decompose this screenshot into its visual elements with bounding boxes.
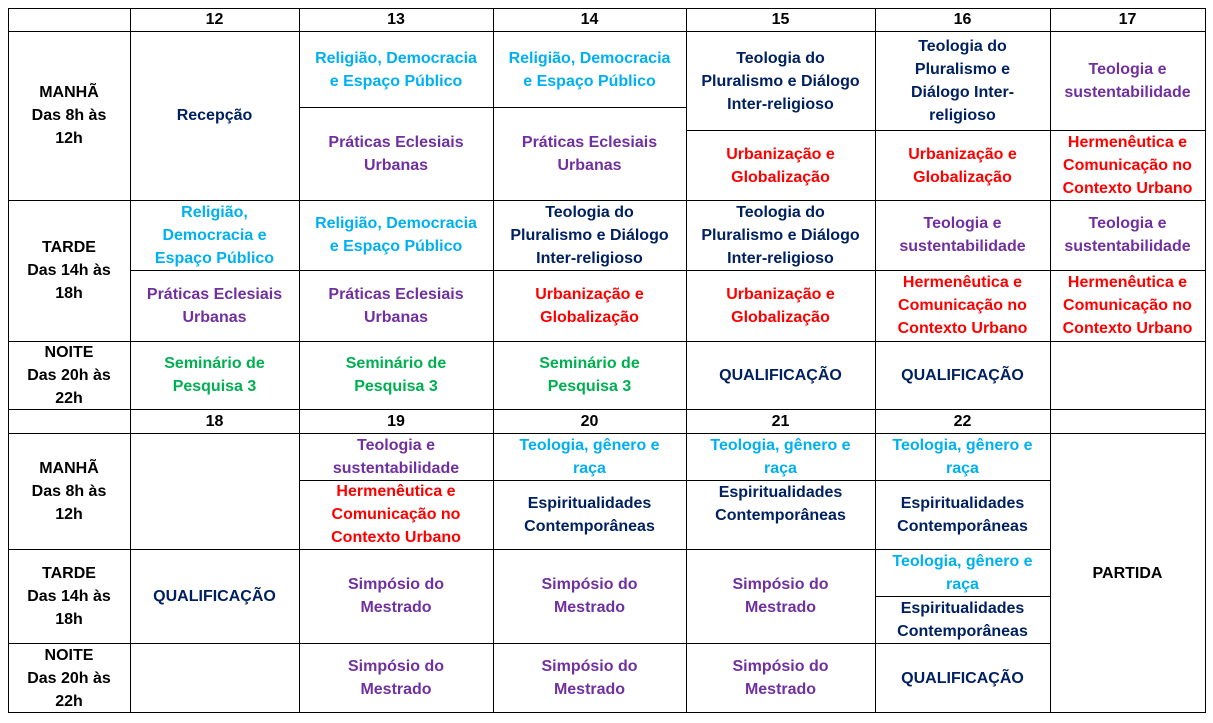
schedule-cell-16-afternoon-2: Hermenêutica e Comunicação no Contexto Urbano	[897, 274, 1028, 337]
schedule-cell-22-afternoon-1: Teologia, gênero e raça	[892, 552, 1033, 593]
schedule-cell-17-afternoon-2: Hermenêutica e Comunicação no Contexto Urbano	[1062, 274, 1193, 337]
schedule-cell-16-morning-1: Teologia do Pluralismo e Diálogo Inter- religioso	[910, 38, 1015, 124]
day-header-17: 17	[1118, 11, 1137, 28]
schedule-cell-15-morning-2: Urbanização e Globalização	[726, 145, 835, 186]
schedule-cell-17-morning-1: Teologia e sustentabilidade	[1064, 61, 1191, 101]
schedule-cell-13-afternoon-2: Práticas Eclesiais Urbanas	[328, 285, 464, 326]
corner-cell	[8, 8, 130, 31]
schedule-cell-13-morning-1: Religião, Democracia e Espaço Público	[315, 49, 477, 90]
schedule-cell-16-night: QUALIFICAÇÃO	[901, 366, 1024, 384]
period-night-label-week2: NOITE Das 20h às 22h	[27, 646, 111, 710]
day-header-12: 12	[205, 11, 224, 28]
schedule-cell-18-morning	[130, 433, 299, 549]
schedule-cell-16-morning-2: Urbanização e Globalização	[908, 145, 1017, 186]
schedule-cell-17-morning-2: Hermenêutica e Comunicação no Contexto Urbano	[1062, 134, 1193, 197]
schedule-cell-14-afternoon-2: Urbanização e Globalização	[535, 285, 644, 326]
departure-cell: PARTIDA	[1092, 564, 1163, 582]
period-afternoon-label-week2: TARDE Das 14h às 18h	[27, 564, 111, 628]
schedule-cell-18-afternoon: QUALIFICAÇÃO	[153, 587, 276, 605]
schedule-cell-12-morning: Recepção	[176, 107, 253, 124]
day-header-15: 15	[771, 11, 790, 28]
schedule-cell-20-morning-1: Teologia, gênero e raça	[519, 436, 660, 477]
period-night-label: NOITE Das 20h às 22h	[27, 343, 111, 407]
schedule-cell-20-morning-2: Espiritualidades Contemporâneas	[524, 494, 655, 535]
schedule-cell-13-night: Seminário de Pesquisa 3	[345, 355, 447, 395]
schedule-cell-16-afternoon-1: Teologia e sustentabilidade	[899, 215, 1026, 255]
schedule-cell-22-morning-2: Espiritualidades Contemporâneas	[897, 494, 1028, 535]
day-header-18: 18	[205, 412, 224, 430]
schedule-cell-19-morning-1: Teologia e sustentabilidade	[332, 436, 460, 477]
schedule-cell-18-night	[130, 643, 299, 713]
schedule-cell-15-night: QUALIFICAÇÃO	[719, 366, 842, 384]
schedule-cell-14-morning-1: Religião, Democracia e Espaço Público	[508, 49, 671, 90]
schedule-cell-19-night: Simpósio do Mestrado	[348, 658, 444, 698]
day-header-20: 20	[580, 412, 599, 430]
schedule-cell-20-afternoon: Simpósio do Mestrado	[541, 576, 638, 616]
schedule-cell-15-morning-1: Teologia do Pluralismo e Diálogo Inter-religioso	[701, 49, 860, 113]
schedule-cell-14-night: Seminário de Pesquisa 3	[539, 355, 640, 395]
schedule-cell-12-afternoon-2: Práticas Eclesiais Urbanas	[146, 285, 283, 326]
schedule-cell-17-afternoon-1: Teologia e sustentabilidade	[1064, 215, 1191, 255]
schedule-cell-21-morning-2: Espiritualidades Contemporâneas	[715, 484, 846, 524]
day-header-22: 22	[953, 412, 972, 430]
schedule-cell-21-morning-1: Teologia, gênero e raça	[710, 436, 851, 477]
schedule-cell-13-morning-2: Práticas Eclesiais Urbanas	[328, 134, 464, 174]
schedule-cell-14-afternoon-1: Teologia do Pluralismo e Diálogo Inter-religioso	[510, 203, 669, 267]
schedule-cell-12-afternoon-1: Religião, Democracia e Espaço Público	[154, 203, 275, 267]
schedule-cell-21-afternoon: Simpósio do Mestrado	[732, 576, 829, 616]
schedule-cell-22-afternoon-2: Espiritualidades Contemporâneas	[897, 599, 1028, 640]
schedule-cell-22-night: QUALIFICAÇÃO	[901, 669, 1024, 687]
schedule-cell-22-morning-1: Teologia, gênero e raça	[892, 436, 1033, 477]
day-header-21: 21	[771, 412, 790, 430]
period-afternoon-label: TARDE Das 14h às 18h	[27, 239, 111, 302]
day-header-blank	[1050, 409, 1205, 433]
schedule-cell-19-morning-2: Hermenêutica e Comunicação no Contexto Urbano	[331, 483, 461, 546]
period-morning-label: MANHÃ Das 8h às 12h	[31, 84, 107, 147]
schedule-cell-13-afternoon-1: Religião, Democracia e Espaço Público	[315, 215, 477, 255]
period-morning-label-week2: MANHÃ Das 8h às 12h	[31, 459, 107, 523]
schedule-cell-12-night: Seminário de Pesquisa 3	[164, 355, 265, 395]
schedule-cell-17-night	[1050, 341, 1205, 409]
schedule-cell-15-afternoon-2: Urbanização e Globalização	[726, 285, 835, 326]
corner-cell-week2	[8, 409, 130, 433]
schedule-cell-20-night: Simpósio do Mestrado	[541, 658, 638, 698]
day-header-16: 16	[953, 11, 972, 28]
schedule-cell-14-morning-2: Práticas Eclesiais Urbanas	[521, 134, 658, 174]
day-header-19: 19	[387, 412, 405, 430]
day-header-14: 14	[580, 11, 599, 28]
schedule-cell-19-afternoon: Simpósio do Mestrado	[348, 576, 444, 616]
day-header-13: 13	[387, 11, 405, 28]
schedule-cell-21-night: Simpósio do Mestrado	[732, 658, 829, 698]
schedule-cell-15-afternoon-1: Teologia do Pluralismo e Diálogo Inter-religioso	[701, 203, 860, 267]
